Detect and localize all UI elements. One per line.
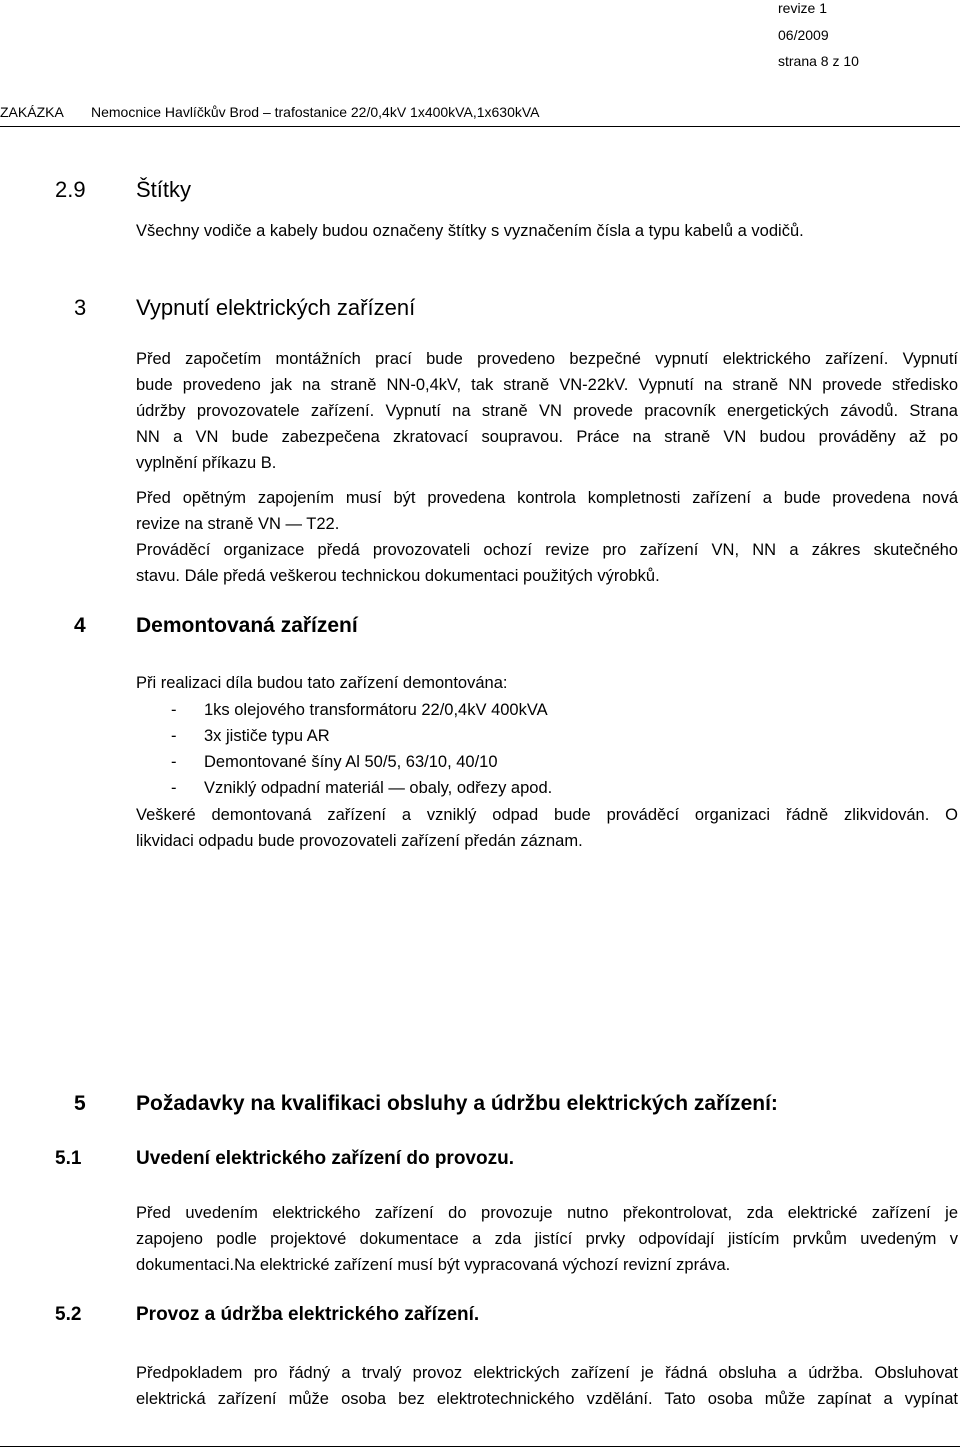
section-5-1-number: 5.1 (55, 1148, 82, 1169)
revision-label: revize 1 (778, 0, 828, 16)
section-5-1-line: dokumentaci.Na elektrické zařízení musí být vypracovaná výchozí revizní zpráva. (136, 1256, 731, 1274)
section-3-title: Vypnutí elektrických zařízení (136, 295, 416, 320)
footer-divider (0, 1446, 960, 1447)
section-3-line: bude provedeno jak na straně NN-0,4kV, tak straně VN-22kV. Vypnutí na straně NN provede středisko (136, 376, 958, 394)
order-label: ZAKÁZKA (0, 104, 64, 120)
bullet-dash: - (171, 779, 177, 797)
list-item: 3x jističe typu AR (204, 727, 330, 745)
section-3-number: 3 (74, 295, 87, 320)
section-5-2-line: elektrická zařízení může osoba bez elektrotechnického vzdělání. Tato osoba může zapínat a vypínat (136, 1390, 958, 1408)
section-5-2-line: Předpokladem pro řádný a trvalý provoz elektrických zařízení je řádná obsluha a údržba. Obsluhovat (136, 1364, 958, 1382)
section-3-line: revize na straně VN — T22. (136, 515, 340, 533)
section-4-number: 4 (74, 614, 86, 637)
order-title: Nemocnice Havlíčkův Brod – trafostanice 22/0,4kV 1x400kVA,1x630kVA (91, 104, 540, 120)
section-2-9-text: Všechny vodiče a kabely budou označeny štítky s vyznačením čísla a typu kabelů a vodičů. (136, 222, 804, 240)
section-5-1-line: zapojeno podle projektové dokumentace a zda jistící prvky odpovídají jistícím prvkům uvedeným v (136, 1230, 958, 1248)
list-item: Vzniklý odpadní materiál — obaly, odřezy apod. (204, 779, 553, 797)
section-4-closing: likvidaci odpadu bude provozovateli zařízení předán záznam. (136, 832, 583, 850)
section-2-9-title: Štítky (136, 177, 192, 202)
section-3-line: údržby provozovatele zařízení. Vypnutí na straně VN provede pracovník energetických závodů. Strana (136, 402, 958, 420)
list-item: Demontované šíny Al 50/5, 63/10, 40/10 (204, 753, 498, 771)
page-number: strana 8 z 10 (778, 53, 859, 69)
section-3-line: NN a VN bude zabezpečena zkratovací soupravou. Práce na straně VN budou prováděny až po (136, 428, 958, 446)
section-3-line: vyplnění příkazu B. (136, 454, 277, 472)
section-3-line: Před opětným zapojením musí být provedena kontrola kompletnosti zařízení a bude provedena nová (136, 489, 958, 507)
section-5-2-title: Provoz a údržba elektrického zařízení. (136, 1304, 480, 1325)
section-4-intro: Při realizaci díla budou tato zařízení demontována: (136, 674, 508, 692)
section-3-line: Prováděcí organizace předá provozovateli ochozí revize pro zařízení VN, NN a zákres skutečného (136, 541, 958, 559)
header-divider (0, 126, 960, 127)
section-4-title: Demontovaná zařízení (136, 614, 358, 637)
section-4-closing: Veškeré demontovaná zařízení a vzniklý odpad bude prováděcí organizaci řádně zlikvidován. O (136, 806, 958, 824)
section-5-number: 5 (74, 1092, 86, 1115)
bullet-dash: - (171, 701, 177, 719)
section-3-line: stavu. Dále předá veškerou technickou dokumentaci použitých výrobků. (136, 567, 660, 585)
date-label: 06/2009 (778, 27, 829, 43)
section-3-line: Před započetím montážních prací bude provedeno bezpečné vypnutí elektrického zařízení. Vypnutí (136, 350, 958, 368)
section-5-1-title: Uvedení elektrického zařízení do provozu. (136, 1148, 514, 1169)
section-2-9-number: 2.9 (55, 177, 86, 202)
section-5-1-line: Před uvedením elektrického zařízení do provozuje nutno překontrolovat, zda elektrické zařízení je (136, 1204, 958, 1222)
bullet-dash: - (171, 753, 177, 771)
section-5-title: Požadavky na kvalifikaci obsluhy a údržbu elektrických zařízení: (136, 1092, 778, 1115)
list-item: 1ks olejového transformátoru 22/0,4kV 400kVA (204, 701, 548, 719)
section-5-2-number: 5.2 (55, 1304, 82, 1325)
bullet-dash: - (171, 727, 177, 745)
